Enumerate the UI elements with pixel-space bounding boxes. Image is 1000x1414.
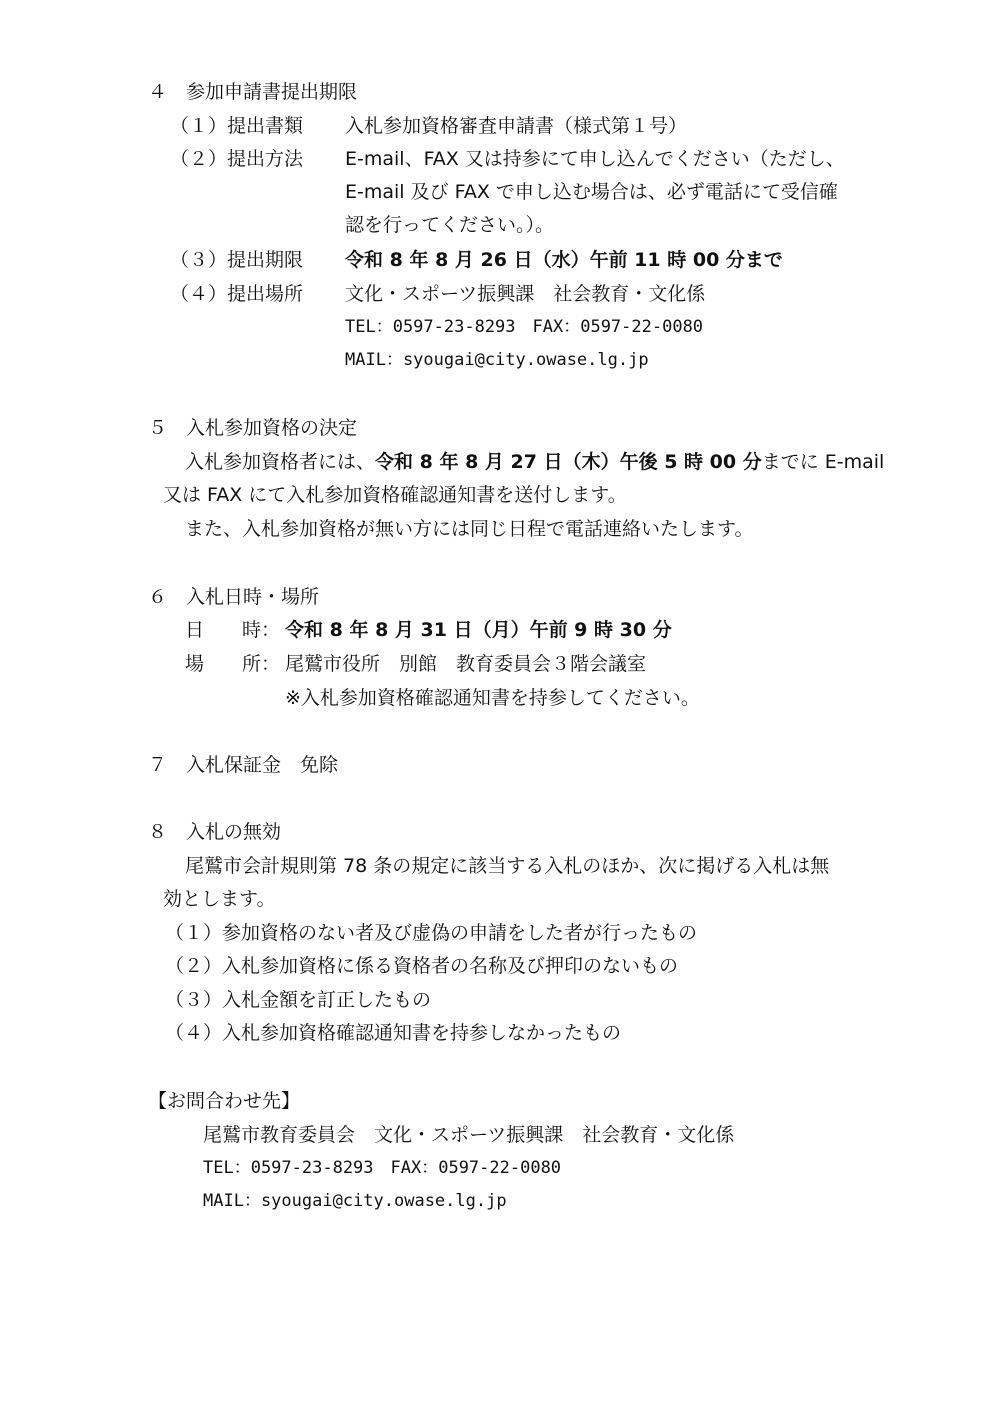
s5-p1-post: までに E-mail	[761, 451, 885, 473]
section-7-heading: ７ 入札保証金 免除	[148, 754, 339, 776]
s6-place-label: 場 所：	[185, 653, 281, 675]
s4-tel-fax: TEL：0597-23-8293 FAX：0597-22-0080	[345, 317, 704, 337]
s5-p1-pre: 入札参加資格者には、	[185, 451, 376, 473]
section-5-heading: ５ 入札参加資格の決定	[148, 417, 358, 439]
s4-item3-label: （３）提出期限	[170, 249, 304, 271]
section-4-heading: ４ 参加申請書提出期限	[148, 81, 358, 103]
s4-item1-label: （１）提出書類	[170, 115, 304, 137]
section-6-heading: ６ 入札日時・場所	[148, 586, 320, 608]
s5-paragraph-1	[185, 450, 884, 474]
s6-note: ※入札参加資格確認通知書を持参してください。	[285, 687, 700, 709]
s4-item2-value-1: E-mail、FAX 又は持参にて申し込んでください（ただし、	[345, 148, 845, 170]
s8-paragraph: 尾鷲市会計規則第 78 条の規定に該当する入札のほか、次に掲げる入札は無	[185, 855, 830, 877]
s4-item1-value: 入札参加資格審査申請書（様式第１号）	[345, 115, 688, 137]
s4-item2-value-3: 認を行ってください。）。	[345, 214, 555, 236]
s8-paragraph-cont: 効とします。	[163, 888, 276, 910]
s5-p1-date: 令和 8 年 8 月 27 日（木）午後 5 時 00 分	[375, 451, 762, 473]
s5-paragraph-2: また、入札参加資格が無い方には同じ日程で電話連絡いたします。	[185, 518, 754, 540]
contact-tel-fax: TEL：0597-23-8293 FAX：0597-22-0080	[203, 1158, 562, 1178]
s4-item2-label: （２）提出方法	[170, 148, 304, 170]
s4-item4-label: （４）提出場所	[170, 283, 304, 305]
s8-item-4: （４）入札参加資格確認通知書を持参しなかったもの	[165, 1022, 622, 1044]
s4-item2-value-2: E-mail 及び FAX で申し込む場合は、必ず電話にて受信確	[345, 181, 838, 203]
s5-paragraph-1-cont: 又は FAX にて入札参加資格確認通知書を送付します。	[163, 484, 627, 506]
s8-item-2: （２）入札参加資格に係る資格者の名称及び押印のないもの	[165, 955, 679, 977]
contact-heading: 【お問合わせ先】	[148, 1090, 301, 1112]
s6-time-label: 日 時：	[185, 619, 281, 641]
section-8-heading: ８ 入札の無効	[148, 821, 282, 843]
s8-item-1: （１）参加資格のない者及び虚偽の申請をした者が行ったもの	[165, 922, 698, 944]
s4-mail: MAIL：syougai@city.owase.lg.jp	[345, 350, 649, 370]
s8-item-3: （３）入札金額を訂正したもの	[165, 989, 432, 1011]
s6-time-value: 令和 8 年 8 月 31 日（月）午前 9 時 30 分	[285, 619, 672, 641]
contact-mail: MAIL：syougai@city.owase.lg.jp	[203, 1191, 507, 1211]
contact-organization: 尾鷲市教育委員会 文化・スポーツ振興課 社会教育・文化係	[203, 1124, 735, 1146]
s4-item4-value: 文化・スポーツ振興課 社会教育・文化係	[345, 283, 706, 305]
s6-place-value: 尾鷲市役所 別館 教育委員会３階会議室	[285, 653, 647, 675]
s4-item3-deadline: 令和 8 年 8 月 26 日（水）午前 11 時 00 分まで	[345, 249, 783, 271]
